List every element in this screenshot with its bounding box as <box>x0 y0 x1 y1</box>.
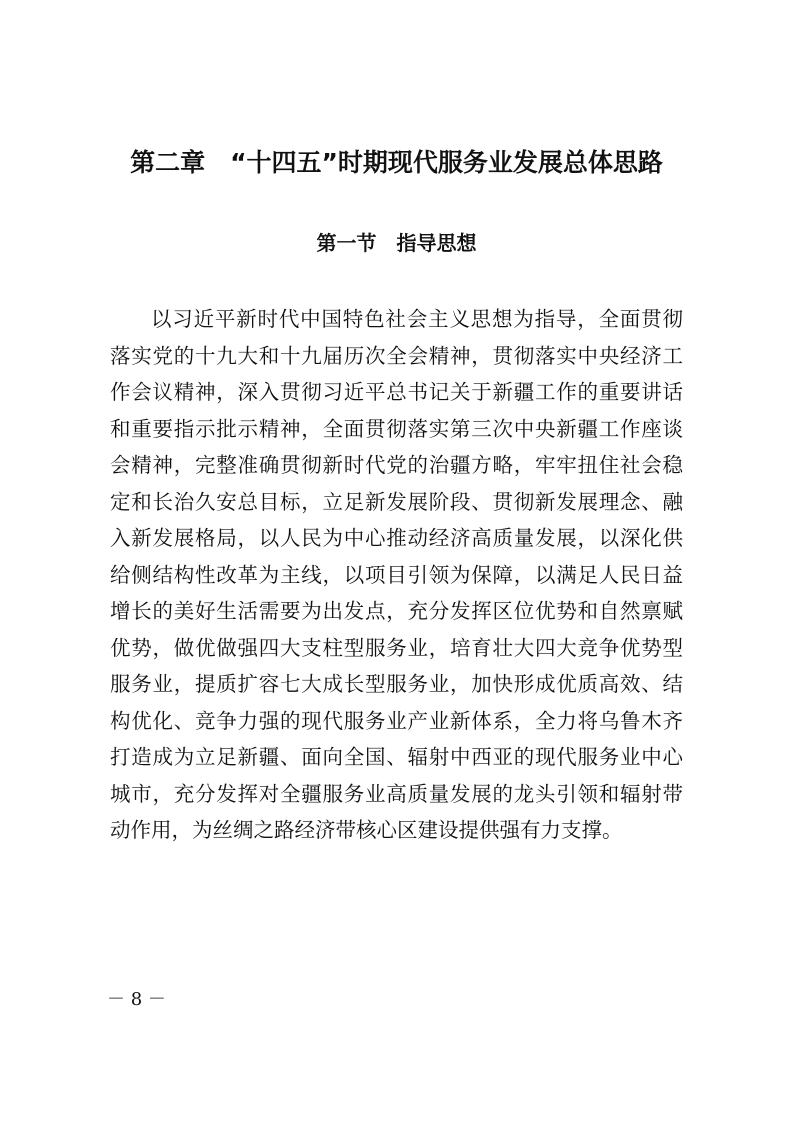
chapter-title: 第二章 “十四五”时期现代服务业发展总体思路 <box>130 148 663 177</box>
page-number: － 8 － <box>107 989 166 1010</box>
section-title: 第一节 指导思想 <box>316 231 477 255</box>
body-paragraph: 以习近平新时代中国特色社会主义思想为指导，全面贯彻落实党的十九大和十九届历次全会精神，贯彻落实中央经济工作会议精神，深入贯彻习近平总书记关于新疆工作的重要讲话和重要指示批示精神，全面贯彻落实第三次中央新疆工作座谈会精神，完整准确贯彻新时代党的治疆方略，牢牢扭住社会稳定和长治久安总目标，立足新发展阶段、贯彻新发展理念、融入新发展格局，以人民为中心推动经济高质量发展，以深化供给侧结构性改革为主线，以项目引领为保障，以满足人民日益增长的美好生活需要为出发点，充分发挥区位优势和自然禀赋优势，做优做强四大支柱型服务业，培育壮大四大竞争优势型服务业，提质扩容七大成长型服务业，加快形成优质高效、结构优化、竞争力强的现代服务业产业新体系，全力将乌鲁木齐打造成为立足新疆、面向全国、辐射中西亚的现代服务业中心城市，充分发挥对全疆服务业高质量发展的龙头引领和辐射带动作用，为丝绸之路经济带核心区建设提供强有力支撑。 <box>110 307 683 842</box>
